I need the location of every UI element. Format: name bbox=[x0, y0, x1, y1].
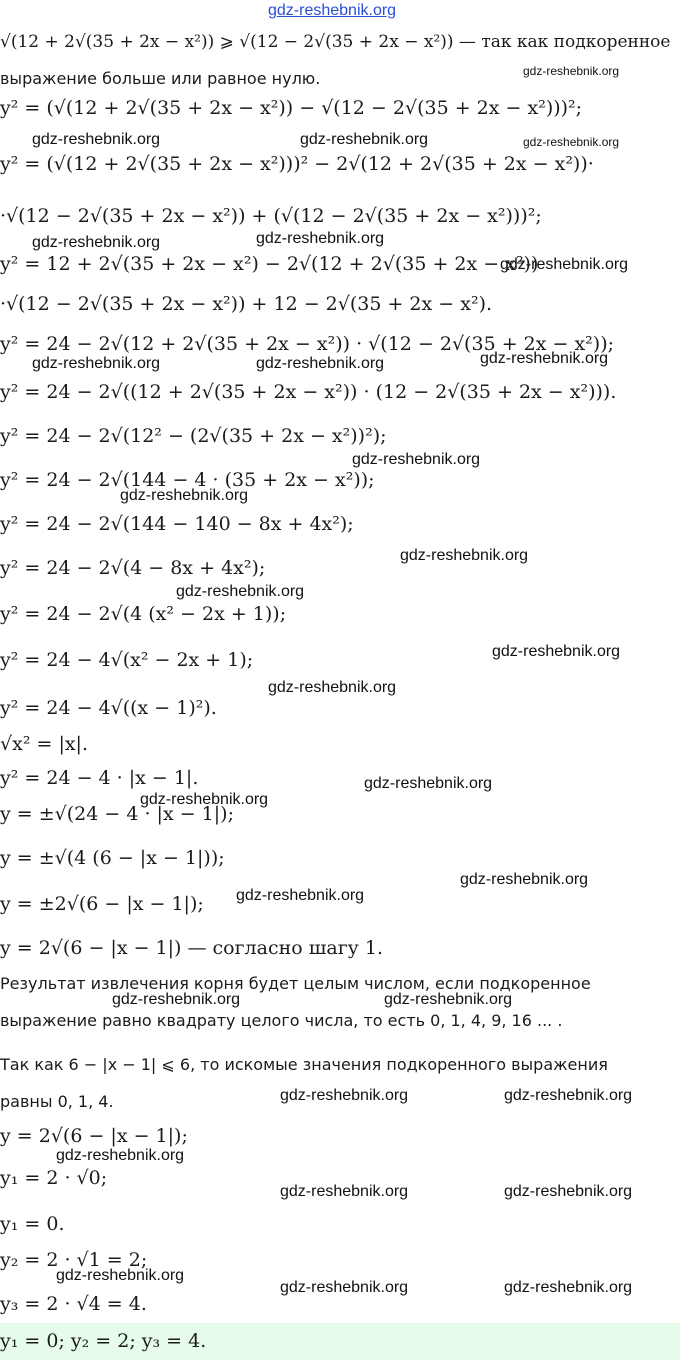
watermark: gdz-reshebnik.org bbox=[280, 1279, 409, 1296]
watermark: gdz-reshebnik.org bbox=[364, 775, 493, 792]
text-line: выражение равно квадрату целого числа, то есть 0, 1, 4, 9, 16 ... . bbox=[0, 1011, 563, 1030]
watermark: gdz-reshebnik.org bbox=[32, 355, 161, 372]
watermark: gdz-reshebnik.org bbox=[280, 1087, 409, 1104]
watermark: gdz-reshebnik.org bbox=[504, 1183, 633, 1200]
text-line: выражение больше или равное нулю. bbox=[0, 69, 321, 88]
answer-box bbox=[0, 1323, 680, 1360]
watermark: gdz-reshebnik.org bbox=[256, 355, 385, 372]
watermark: gdz-reshebnik.org bbox=[300, 131, 429, 148]
watermark-top: gdz-reshebnik.org bbox=[268, 2, 397, 19]
math-line: y² = 24 − 2√(144 − 140 − 8x + 4x²); bbox=[0, 513, 354, 535]
math-line: y² = 24 − 2√(144 − 4 · (35 + 2x − x²)); bbox=[0, 469, 375, 491]
math-line: y₁ = 2 · √0; bbox=[0, 1167, 108, 1189]
watermark: gdz-reshebnik.org bbox=[492, 643, 621, 660]
watermark: gdz-reshebnik.org bbox=[504, 1087, 633, 1104]
watermark: gdz-reshebnik.org bbox=[504, 1279, 633, 1296]
math-line: y = 2√(6 − |x − 1|); bbox=[0, 1125, 188, 1147]
math-line: y² = 24 − 4√(x² − 2x + 1); bbox=[0, 649, 254, 671]
math-line: √x² = |x|. bbox=[0, 733, 88, 755]
math-line: y² = 24 − 2√(4 − 8x + 4x²); bbox=[0, 557, 266, 579]
math-line: y² = 24 − 2√(4 (x² − 2x + 1)); bbox=[0, 603, 287, 625]
watermark: gdz-reshebnik.org bbox=[500, 256, 629, 273]
math-line: ·√(12 − 2√(35 + 2x − x²)) + (√(12 − 2√(35 + 2x − x²)))²; bbox=[0, 205, 542, 227]
watermark: gdz-reshebnik.org bbox=[32, 234, 161, 251]
math-line: y² = (√(12 + 2√(35 + 2x − x²)))² − 2√(12 + 2√(35 + 2x − x²))· bbox=[0, 153, 594, 175]
watermark: gdz-reshebnik.org bbox=[32, 131, 161, 148]
watermark: gdz-reshebnik.org bbox=[236, 887, 365, 904]
watermark: gdz-reshebnik.org bbox=[280, 1183, 409, 1200]
watermark: gdz-reshebnik.org bbox=[352, 451, 481, 468]
math-line: y² = 24 − 4 · |x − 1|. bbox=[0, 767, 199, 789]
watermark: gdz-reshebnik.org bbox=[176, 583, 305, 600]
math-line: y₂ = 2 · √1 = 2; bbox=[0, 1249, 148, 1271]
watermark: gdz-reshebnik.org bbox=[384, 991, 513, 1008]
math-line: y² = 12 + 2√(35 + 2x − x²) − 2√(12 + 2√(35 + 2x − x²)) bbox=[0, 253, 539, 275]
watermark: gdz-reshebnik.org bbox=[140, 791, 269, 808]
math-line: y₁ = 0. bbox=[0, 1213, 65, 1235]
watermark: gdz-reshebnik.org bbox=[56, 1147, 185, 1164]
watermark: gdz-reshebnik.org bbox=[460, 871, 589, 888]
watermark: gdz-reshebnik.org bbox=[120, 487, 249, 504]
math-line: y² = 24 − 2√(12² − (2√(35 + 2x − x²))²); bbox=[0, 425, 387, 447]
math-line: y = ±√(24 − 4 · |x − 1|); bbox=[0, 803, 234, 825]
math-line: ·√(12 − 2√(35 + 2x − x²)) + 12 − 2√(35 + 2x − x²). bbox=[0, 293, 493, 315]
watermark: gdz-reshebnik.org bbox=[523, 135, 620, 149]
math-line: y = ±2√(6 − |x − 1|); bbox=[0, 893, 204, 915]
watermark: gdz-reshebnik.org bbox=[480, 350, 609, 367]
text-line: Так как 6 − |x − 1| ⩽ 6, то искомые значения подкоренного выражения bbox=[0, 1055, 608, 1074]
math-line: y² = 24 − 2√((12 + 2√(35 + 2x − x²)) · (12 − 2√(35 + 2x − x²))). bbox=[0, 381, 617, 403]
watermark: gdz-reshebnik.org bbox=[400, 547, 529, 564]
answer-line: y₁ = 0; y₂ = 2; y₃ = 4. bbox=[0, 1330, 207, 1352]
math-line: y = 2√(6 − |x − 1|) — согласно шагу 1. bbox=[0, 937, 384, 959]
math-line: y₃ = 2 · √4 = 4. bbox=[0, 1293, 147, 1315]
watermark: gdz-reshebnik.org bbox=[112, 991, 241, 1008]
math-line: y² = 24 − 4√((x − 1)²). bbox=[0, 697, 217, 719]
math-line: y² = 24 − 2√(12 + 2√(35 + 2x − x²)) · √(12 − 2√(35 + 2x − x²)); bbox=[0, 333, 615, 355]
text-line: равны 0, 1, 4. bbox=[0, 1092, 114, 1111]
math-line: y = ±√(4 (6 − |x − 1|)); bbox=[0, 847, 225, 869]
text-line: Результат извлечения корня будет целым числом, если подкоренное bbox=[0, 974, 591, 993]
watermark: gdz-reshebnik.org bbox=[268, 679, 397, 696]
math-line: y² = (√(12 + 2√(35 + 2x − x²)) − √(12 − 2√(35 + 2x − x²)))²; bbox=[0, 97, 583, 119]
watermark: gdz-reshebnik.org bbox=[523, 64, 620, 78]
watermark: gdz-reshebnik.org bbox=[56, 1267, 185, 1284]
math-line: √(12 + 2√(35 + 2x − x²)) ⩾ √(12 − 2√(35 + 2x − x²)) — так как подкоренное bbox=[0, 32, 671, 52]
watermark: gdz-reshebnik.org bbox=[256, 230, 385, 247]
